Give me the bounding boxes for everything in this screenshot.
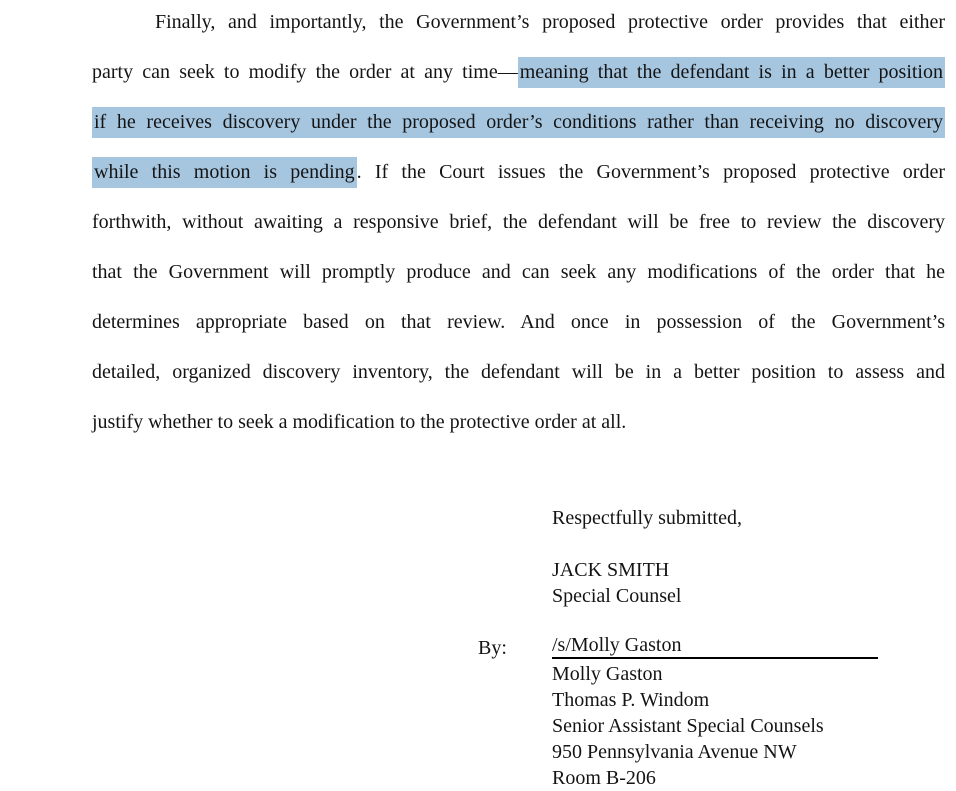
respectfully-submitted: Respectfully submitted, — [552, 507, 742, 529]
paragraph-line — [92, 347, 945, 397]
attorney-title: Senior Assistant Special Counsels — [552, 715, 824, 737]
signature-block — [478, 505, 938, 791]
paragraph-line — [92, 197, 945, 247]
body-text-segment: detailed, organized discovery inventory, the defendant will be in a better position to assess and — [92, 361, 945, 383]
signature-spacer — [478, 531, 938, 557]
counsel-title: Special Counsel — [552, 585, 682, 607]
attorney-name: Thomas P. Windom — [552, 689, 710, 711]
body-text-segment: that the Government will promptly produce and can seek any modifications of the order that he — [92, 261, 945, 283]
body-paragraph — [92, 0, 945, 447]
counsel-name: JACK SMITH — [552, 559, 670, 581]
by-label: By: — [478, 637, 507, 659]
body-text-segment: forthwith, without awaiting a responsive brief, the defendant will be free to review the discovery — [92, 211, 945, 233]
body-text-segment: party can seek to modify the order at any time— — [92, 61, 518, 83]
highlighted-text: meaning that the defendant is in a better position — [518, 57, 945, 88]
paragraph-line — [92, 0, 945, 47]
body-text-segment: . If the Court issues the Government’s proposed protective order — [356, 161, 945, 183]
by-row — [478, 635, 938, 661]
paragraph-line — [92, 397, 945, 447]
paragraph-line — [92, 97, 945, 147]
highlighted-text: if he receives discovery under the proposed order’s conditions rather than receiving no discovery — [92, 107, 945, 138]
body-text-segment: justify whether to seek a modification to the protective order at all. — [92, 411, 627, 433]
attorney-address: Room B-206 — [552, 767, 656, 789]
paragraph-line — [92, 297, 945, 347]
attorney-name: Molly Gaston — [552, 663, 663, 685]
body-text-segment: Finally, and importantly, the Government’s proposed protective order provides that either — [155, 11, 945, 33]
paragraph-line — [92, 247, 945, 297]
highlighted-text: while this motion is pending — [92, 157, 357, 188]
attorney-address: 950 Pennsylvania Avenue NW — [552, 741, 797, 763]
paragraph-line — [92, 47, 945, 97]
signature-line: /s/Molly Gaston — [552, 632, 878, 659]
paragraph-line — [92, 147, 945, 197]
body-text-segment: determines appropriate based on that review. And once in possession of the Government’s — [92, 311, 945, 333]
